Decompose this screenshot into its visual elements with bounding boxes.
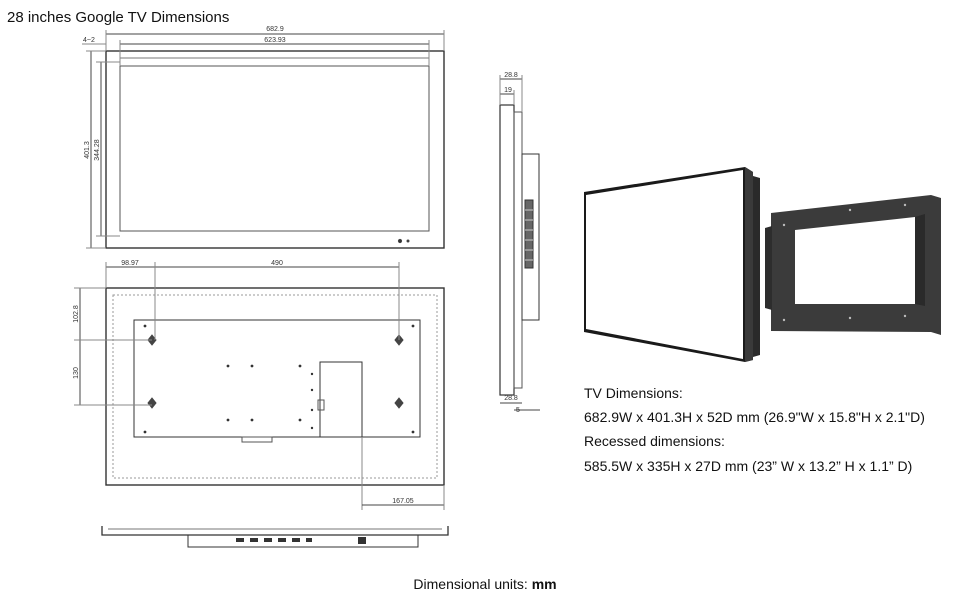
- units-prefix: Dimensional units:: [413, 576, 532, 592]
- recess-bracket-illustration: [765, 195, 941, 335]
- rear-hole-spacing-label: 490: [271, 260, 283, 267]
- dimension-labels: [73, 26, 520, 505]
- side-depth-top-label: 28.8: [504, 72, 518, 79]
- rear-view: [74, 262, 444, 510]
- front-inner-height-label: 344.28: [94, 139, 101, 161]
- tv-dimensions-label: TV Dimensions:: [584, 385, 683, 401]
- page-title: 28 inches Google TV Dimensions: [7, 9, 230, 26]
- front-bezel-label: 4~2: [83, 37, 95, 44]
- recessed-dimensions-value: 585.5W x 335H x 27D mm (23” W x 13.2” H x 1.1” D): [584, 458, 913, 474]
- units-value: mm: [531, 576, 557, 592]
- tv-panel-illustration: [584, 167, 760, 362]
- tv-dimensions-value: 682.9W x 401.3H x 52D mm (26.9"W x 15.8"H x 2.1"D): [584, 409, 925, 425]
- rear-hole-vertical-label: 130: [73, 367, 80, 379]
- side-depth-small-label: 5: [516, 407, 520, 414]
- units-footer: [0, 576, 970, 592]
- rear-mount-plate: [134, 320, 420, 437]
- recessed-dimensions-label: Recessed dimensions:: [584, 433, 725, 449]
- front-inner-width-label: 623.93: [264, 37, 286, 44]
- side-depth-bottom-label: 28.8: [504, 395, 518, 402]
- rear-outer-frame: [106, 288, 444, 485]
- front-view: [82, 30, 444, 248]
- rear-bottom-right-label: 167.05: [392, 498, 414, 505]
- front-screen: [120, 66, 429, 231]
- bottom-view: [102, 526, 448, 547]
- front-overall-width-label: 682.9: [266, 26, 284, 33]
- front-outer-frame: [106, 51, 444, 248]
- rear-top-offset-label: 102.8: [73, 305, 80, 323]
- side-depth-inner-label: 19: [504, 87, 512, 94]
- front-overall-height-label: 401.3: [84, 141, 91, 159]
- side-view: [500, 75, 540, 410]
- rear-left-offset-label: 98.97: [121, 260, 139, 267]
